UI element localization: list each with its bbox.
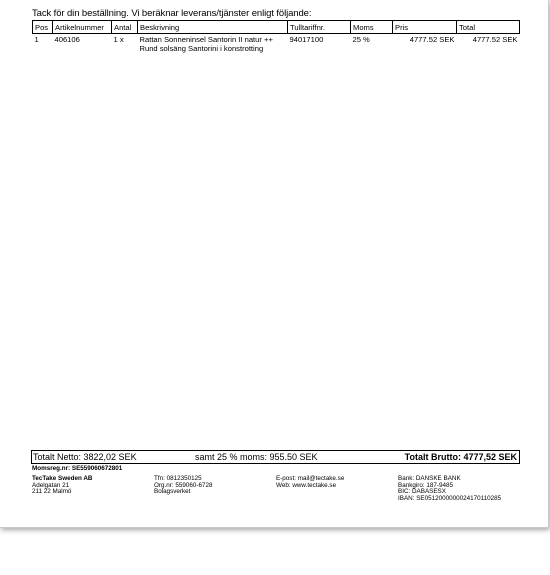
company-street: Adelgatan 21 <box>32 481 70 489</box>
items-table <box>32 20 520 54</box>
table-row <box>33 34 520 55</box>
cell-description <box>138 34 288 55</box>
company-phone: Tfn: 0812350125 <box>154 475 202 482</box>
company-website: Web: www.tectake.se <box>276 481 337 489</box>
description-line-1: Rattan Sonneninsel Santorin II natur ++ <box>139 35 273 44</box>
header-pos: Pos <box>33 21 53 34</box>
company-city: 211 22 Malmö <box>32 488 72 496</box>
header-total: Total <box>457 21 520 34</box>
cell-price: 4777.52 SEK <box>409 35 455 44</box>
total-netto: Totalt Netto: 3822,02 SEK <box>33 452 137 462</box>
table-header-row <box>33 21 520 34</box>
header-description: Beskrivning <box>138 21 288 34</box>
footer-web <box>276 476 344 489</box>
header-article-number: Artikelnummer <box>53 21 112 34</box>
header-quantity: Antal <box>112 21 138 34</box>
company-registry: Bolagsverket <box>154 488 191 496</box>
footer-bank <box>398 476 501 503</box>
description-line-2: Rund solsäng Santorini i konstrotting <box>139 44 264 53</box>
total-vat: samt 25 % moms: 955.50 SEK <box>195 452 318 462</box>
header-tariff-number: Tulltariffnr. <box>288 21 351 34</box>
total-brutto: Totalt Brutto: 4777,52 SEK <box>404 452 517 462</box>
header-vat: Moms <box>351 21 393 34</box>
bank-name: Bank: DANSKE BANK <box>398 475 461 482</box>
intro-text: Tack för din beställning. Vi beräknar leverans/tjänster enligt följande: <box>32 8 312 19</box>
company-org-number: Org.nr: 559060-6728 <box>154 481 213 489</box>
footer-company <box>32 476 92 496</box>
totals-bar <box>31 450 520 464</box>
cell-vat: 25 % <box>352 35 370 44</box>
vat-registration: Momsreg.nr: SE559060672801 <box>32 465 123 472</box>
cell-total: 4777.52 SEK <box>472 35 518 44</box>
cell-pos: 1 <box>34 35 39 44</box>
bank-giro: Bankgiro: 187-9485 <box>398 481 453 489</box>
header-price: Pris <box>393 21 457 34</box>
company-name: TecTake Sweden AB <box>32 475 93 482</box>
company-email: E-post: mail@tectake.se <box>276 475 345 482</box>
cell-tariff-number: 94017100 <box>289 35 324 44</box>
footer <box>32 465 122 472</box>
cell-article-number: 406106 <box>54 35 80 44</box>
footer-contact <box>154 476 212 496</box>
bank-iban: IBAN: SE0512000000024170110285 <box>398 495 502 503</box>
cell-quantity: 1 x <box>113 35 124 44</box>
bank-bic: BIC: DABASESX <box>398 488 446 496</box>
